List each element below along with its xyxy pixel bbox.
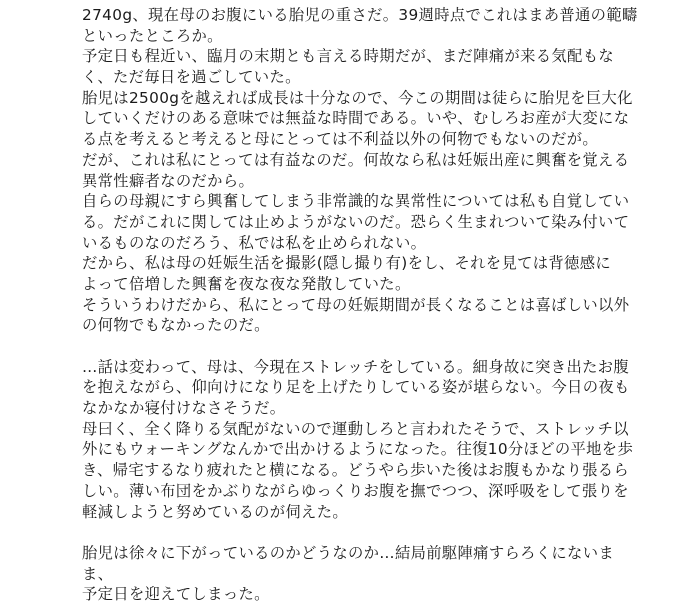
text-line: よって倍増した興奮を夜な夜な発散していた。 (82, 274, 411, 293)
text-line: 母曰く、全く降りる気配がないので運動しろと言われたそうで、ストレッチ以 (82, 419, 629, 438)
text-line: 異常性癖者なのだから。 (82, 171, 255, 190)
text-line: 胎児は2500gを越えれば成長は十分なので、今この期間は徒らに胎児を巨大化 (82, 88, 633, 107)
text-line: 予定日を迎えてしまった。 (82, 585, 270, 604)
text-line: 予定日も程近い、臨月の末期とも言える時期だが、まだ陣痛が来る気配もな (82, 47, 614, 66)
document-body (82, 5, 638, 605)
text-line: といったところか。 (82, 26, 223, 45)
text-line: なかなか寝付けなさそうだ。 (82, 399, 286, 418)
text-line: 軽減しようと努めているのが伺えた。 (82, 502, 348, 521)
text-line: き、帰宅するなり疲れたと横になる。どうやら歩いた後はお腹もかなり張るら (82, 461, 630, 480)
text-line: だから、私は母の妊娠生活を撮影(隠し撮り有)をし、それを見ては背徳感に (82, 254, 611, 273)
text-line: る点を考えると考えると母にとっては不利益以外の何物でもないのだが。 (82, 130, 599, 149)
text-line: る。だがこれに関しては止めようがないのだ。恐らく生まれついて染み付いて (82, 212, 630, 231)
text-line: いるものなのだろう、私では私を止められない。 (82, 233, 427, 252)
text-line: …話は変わって、母は、今現在ストレッチをしている。細身故に突き出たお腹 (82, 357, 630, 376)
text-line: だが、これは私にとっては有益なのだ。何故なら私は妊娠出産に興奮を覚える (82, 150, 630, 169)
paragraph-gap (82, 336, 602, 357)
paragraph-gap (82, 522, 602, 543)
text-line: 胎児は徐々に下がっているのかどうなのか…結局前駆陣痛すらろくにないま (82, 543, 614, 562)
text-line: ま、 (82, 564, 114, 583)
text-line: しい。薄い布団をかぶりながらゆっくりお腹を撫でつつ、深呼吸をして張りを (82, 481, 629, 500)
text-line: 2740g、現在母のお腹にいる胎児の重さだ。39週時点でこれはまあ普通の範疇 (82, 6, 638, 24)
text-line: の何物でもなかったのだ。 (82, 316, 270, 335)
text-line: く、ただ毎日を過ごしていた。 (82, 68, 301, 87)
text-line: を抱えながら、仰向けになり足を上げたりしている姿が堪らない。今日の夜も (82, 378, 630, 397)
text-line: していくだけのある意味では無益な時間である。いや、むしろお産が大変にな (82, 109, 630, 128)
text-line: 自らの母親にすら興奮してしまう非常識的な異常性については私も自覚してい (82, 192, 630, 211)
text-line: そういうわけだから、私にとって母の妊娠期間が長くなることは喜ばしい以外 (82, 295, 630, 314)
text-line: 外にもウォーキングなんかで出かけるようになった。往復10分ほどの平地を歩 (82, 440, 634, 459)
